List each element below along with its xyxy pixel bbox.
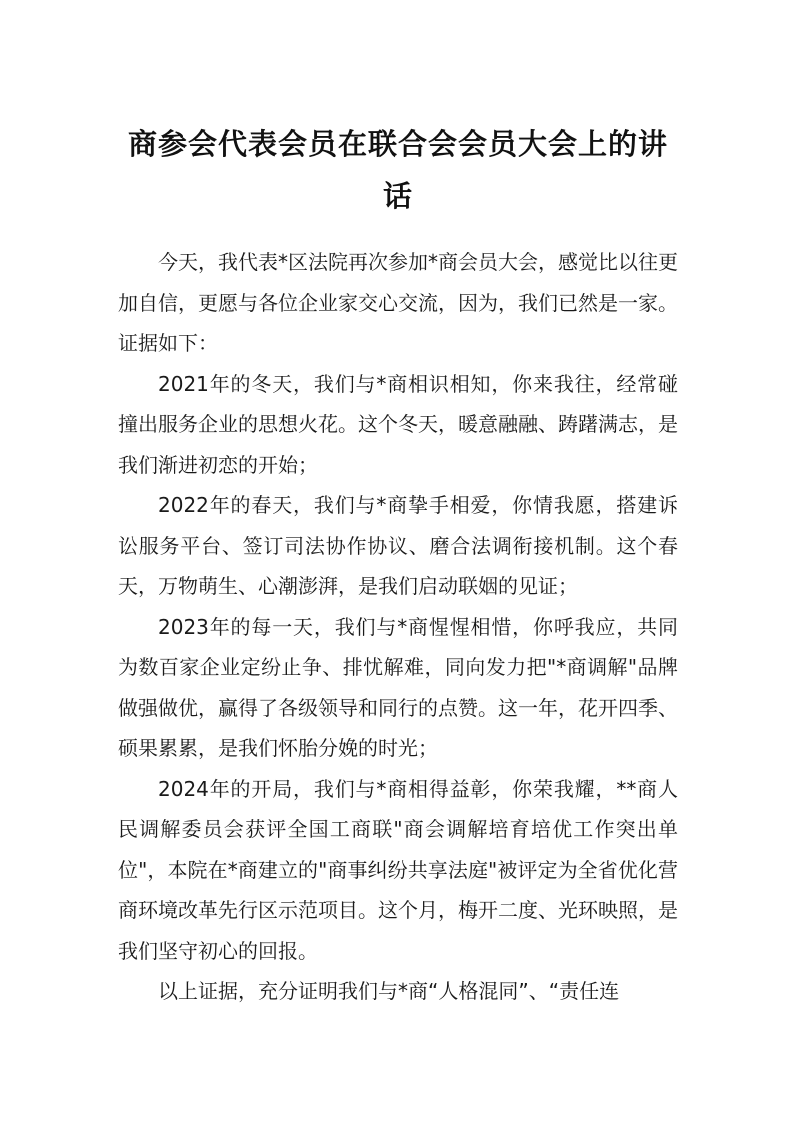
paragraph: 今天，我代表*区法院再次参加*商会员大会，感觉比以往更加自信，更愿与各位企业家交心交流，因为，我们已然是一家。证据如下： <box>118 250 678 355</box>
paragraph: 2023年的每一天，我们与*商惺惺相惜，你呼我应，共同为数百家企业定纷止争、排忧解难，同向发力把"*商调解"品牌做强做优，赢得了各级领导和同行的点赞。这一年，花开四季、硕果累累，是我们怀胎分娩的时光； <box>118 614 678 760</box>
document-title: 商参会代表会员在联合会会员大会上的讲话 <box>127 127 668 213</box>
paragraph: 2022年的春天，我们与*商挚手相爱，你情我愿，搭建诉讼服务平台、签订司法协作协议、磨合法调衔接机制。这个春天，万物萌生、心潮澎湃，是我们启动联姻的见证； <box>118 493 678 598</box>
paragraph: 2021年的冬天，我们与*商相识相知，你来我往，经常碰撞出服务企业的思想火花。这个冬天，暖意融融、踌躇满志，是我们渐进初恋的开始； <box>118 371 678 477</box>
paragraph: 以上证据，充分证明我们与*商“人格混同”、“责任连 <box>158 979 620 1003</box>
document-body <box>118 242 678 1012</box>
paragraph: 2024年的开局，我们与*商相得益彰，你荣我耀，**商人民调解委员会获评全国工商联"商会调解培育培优工作突出单位"，本院在*商建立的"商事纠纷共享法庭"被评定为全省优化营商环境改革先行区示范项目。这个月，梅开二度、光环映照，是我们坚守初心的回报。 <box>118 776 678 963</box>
